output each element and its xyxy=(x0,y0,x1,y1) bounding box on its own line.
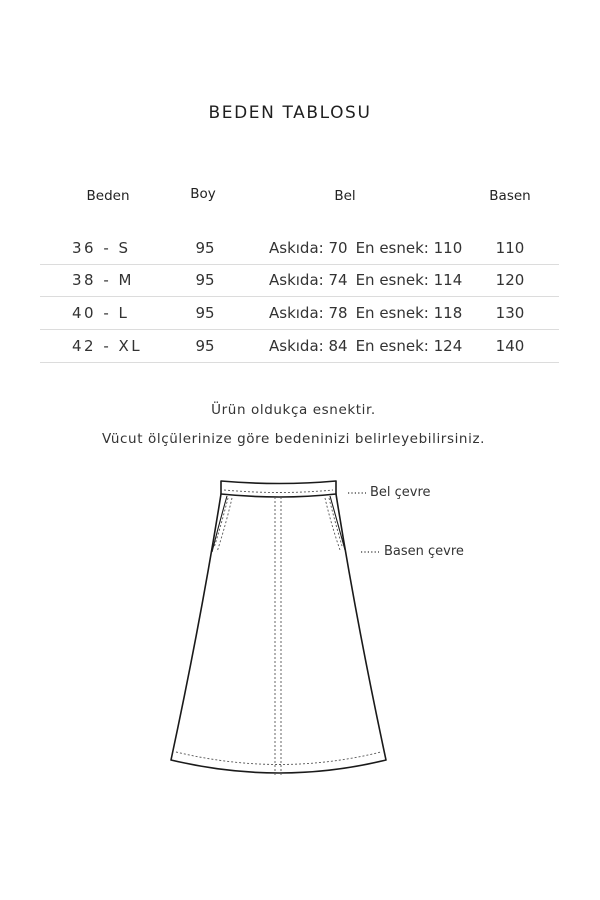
header-bel: Bel xyxy=(334,188,356,204)
bel-esnek: En esnek: 114 xyxy=(355,271,463,289)
bel-esnek: En esnek: 118 xyxy=(355,304,463,322)
table-row xyxy=(40,297,559,330)
size-cell: 40 - L xyxy=(72,304,130,322)
boy-cell: 95 xyxy=(195,337,215,355)
size-cell: 42 - XL xyxy=(72,337,143,355)
bel-askida: Askıda: 78 xyxy=(269,304,348,322)
boy-cell: 95 xyxy=(195,239,215,257)
basen-cell: 130 xyxy=(495,304,525,322)
table-row xyxy=(40,232,559,265)
boy-cell: 95 xyxy=(195,304,215,322)
bel-esnek: En esnek: 110 xyxy=(355,239,463,257)
bel-cell xyxy=(269,304,499,322)
page-title: BEDEN TABLOSU xyxy=(208,103,372,123)
bel-askida: Askıda: 70 xyxy=(269,239,348,257)
bel-cell xyxy=(269,239,499,257)
table-row xyxy=(40,330,559,363)
boy-cell: 95 xyxy=(195,271,215,289)
bel-askida: Askıda: 74 xyxy=(269,271,348,289)
bel-cell xyxy=(269,271,499,289)
size-cell: 38 - M xyxy=(72,271,134,289)
bel-askida: Askıda: 84 xyxy=(269,337,348,355)
basen-cell: 140 xyxy=(495,337,525,355)
bel-cell xyxy=(269,337,499,355)
table-row xyxy=(40,264,559,297)
waistband-outline xyxy=(221,481,336,497)
header-beden: Beden xyxy=(86,188,130,204)
basen-cell: 110 xyxy=(495,239,525,257)
bel-esnek: En esnek: 124 xyxy=(355,337,463,355)
skirt-drawing xyxy=(0,470,600,800)
note-elastic: Ürün oldukça esnektir. xyxy=(211,402,376,418)
callout-bel: Bel çevre xyxy=(370,485,431,500)
callout-basen: Basen çevre xyxy=(384,544,464,559)
skirt-outline xyxy=(171,494,386,773)
size-cell: 36 - S xyxy=(72,239,131,257)
basen-cell: 120 xyxy=(495,271,525,289)
header-boy: Boy xyxy=(190,186,216,202)
note-size-advice: Vücut ölçülerinize göre bedeninizi belirleyebilirsiniz. xyxy=(101,431,486,447)
header-basen: Basen xyxy=(489,188,531,204)
